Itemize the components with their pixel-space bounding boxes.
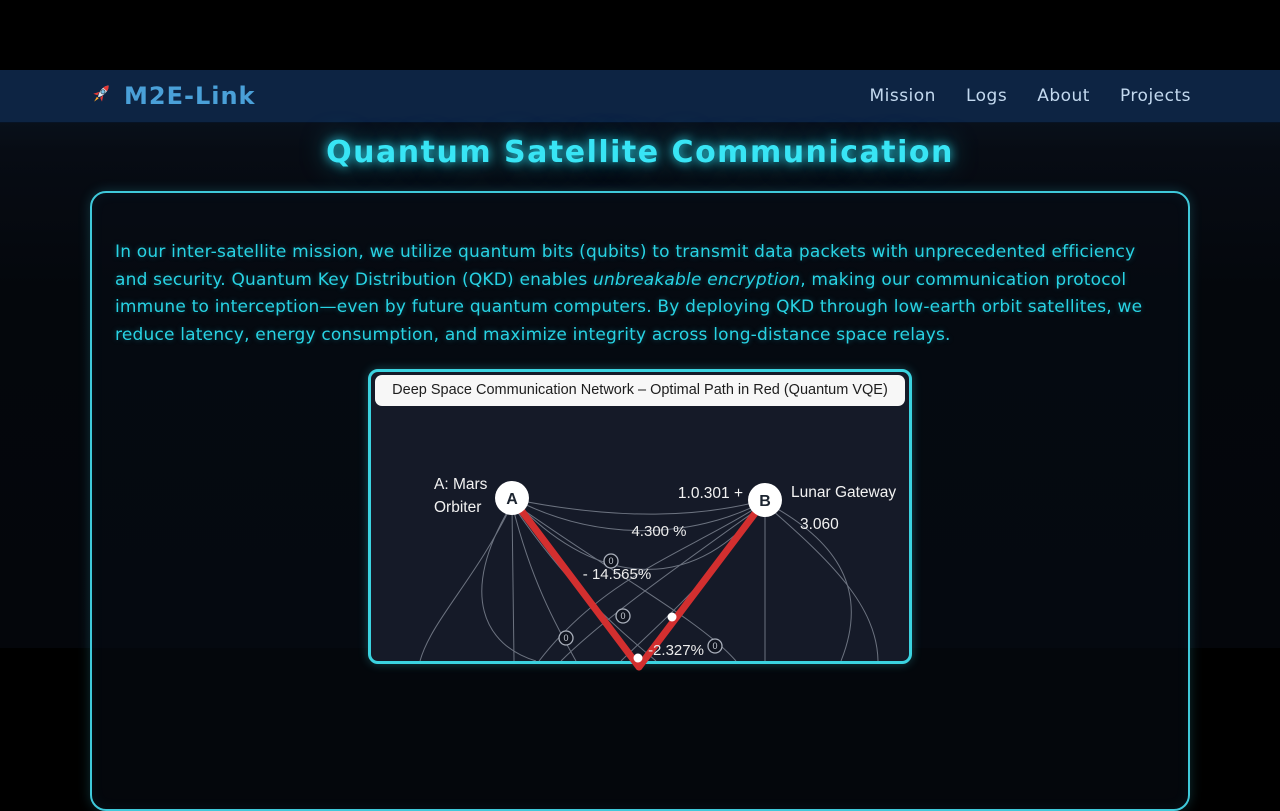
node-b-below-value: 3.060 bbox=[800, 516, 839, 533]
edge-label-4300: 4.300 % bbox=[631, 523, 687, 540]
node-b bbox=[678, 483, 896, 533]
mission-text-before: In our inter-satellite mission, we utilize quantum bits (qubits) to transmit data packets with unprecedented efficiency and security. Quantum Key Distribution (QKD) enables bbox=[115, 242, 1136, 290]
browser-viewport bbox=[0, 70, 1280, 659]
node-a-letter: A bbox=[506, 491, 518, 508]
nav-link-mission[interactable]: Mission bbox=[869, 86, 936, 106]
svg-text:0: 0 bbox=[620, 611, 626, 621]
edge-label-2327: -2.327% bbox=[648, 642, 704, 659]
nav-link-about[interactable]: About bbox=[1037, 86, 1090, 106]
nav-link-logs[interactable]: Logs bbox=[965, 86, 1008, 106]
mission-box bbox=[90, 191, 1190, 811]
edge-labels bbox=[583, 523, 704, 659]
node-b-label: Lunar Gateway bbox=[791, 484, 897, 501]
rocket-icon bbox=[88, 81, 114, 111]
logo-text: M2E-Link bbox=[124, 82, 256, 110]
nav-links bbox=[869, 86, 1191, 106]
node-a-label-line1: A: Mars bbox=[434, 476, 488, 493]
svg-text:0: 0 bbox=[608, 556, 614, 566]
node-a bbox=[434, 476, 529, 516]
edge-label-14565: - 14.565% bbox=[582, 566, 652, 583]
node-a-label-line2: Orbiter bbox=[434, 499, 482, 516]
node-b-letter: B bbox=[759, 493, 771, 510]
mission-paragraph bbox=[115, 239, 1162, 349]
svg-text:0: 0 bbox=[563, 633, 569, 643]
page-title: Quantum Satellite Communication bbox=[326, 135, 954, 170]
mission-text-italic: unbreakable encryption bbox=[592, 269, 801, 290]
path-waypoint-dot bbox=[634, 654, 643, 663]
mission-text-after: , making our communication protocol immune to interception—even by future quantum computers. By deploying QKD through low-earth orbit satellites, we reduce latency, energy consumption, and maximize integrity across long-distance space relays. bbox=[115, 269, 1143, 345]
chart-title: Deep Space Communication Network – Optimal Path in Red (Quantum VQE) bbox=[375, 375, 905, 406]
path-waypoint-dot bbox=[668, 613, 677, 622]
navbar bbox=[0, 70, 1280, 123]
network-chart-panel bbox=[368, 369, 912, 664]
svg-text:0: 0 bbox=[712, 641, 718, 651]
logo[interactable] bbox=[88, 81, 256, 111]
nav-link-projects[interactable]: Projects bbox=[1119, 86, 1191, 106]
network-graph bbox=[371, 409, 909, 661]
node-b-left-value: 1.0.301 + bbox=[677, 485, 743, 502]
